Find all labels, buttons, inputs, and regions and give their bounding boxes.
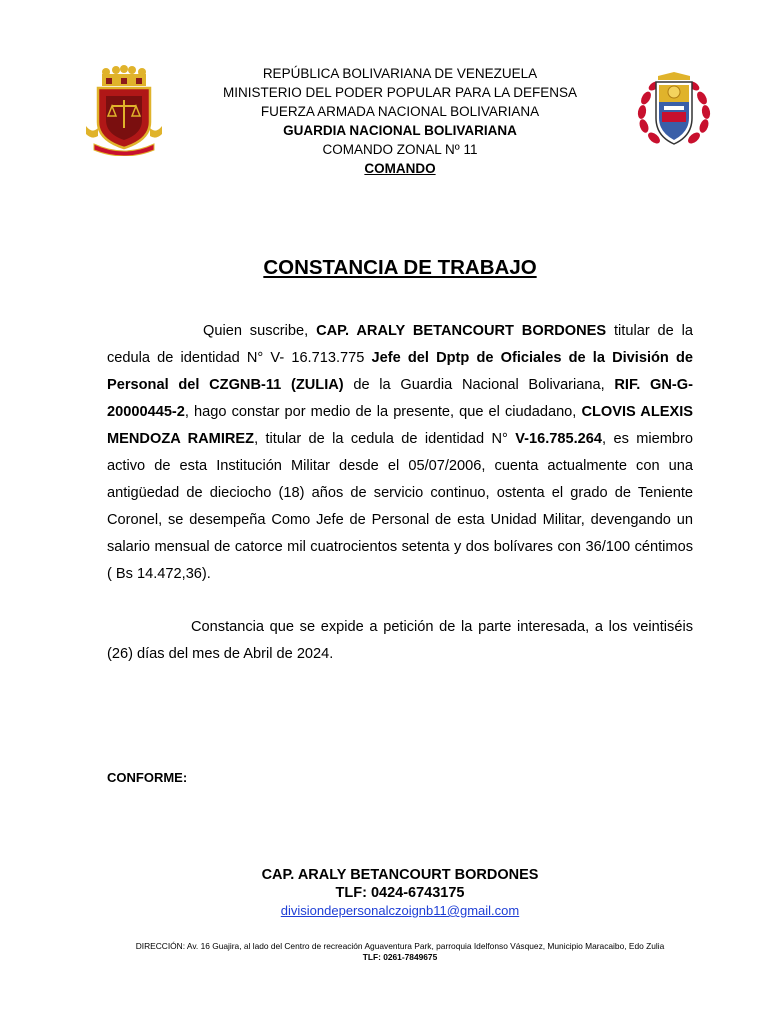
header-zonal-command: COMANDO ZONAL Nº 11 <box>322 142 478 157</box>
employee-name-bold: CLOVIS ALEXIS MENDOZA RAMIREZ <box>107 404 693 447</box>
document-title: CONSTANCIA DE TRABAJO <box>263 256 537 279</box>
text-segment: Quien suscribe, <box>203 323 317 339</box>
signer-name-bold: CAP. ARALY BETANCOURT BORDONES <box>316 323 607 339</box>
signature-phone: TLF: 0424-6743175 <box>335 885 465 901</box>
text-segment: , titular de la cedula de identidad N° <box>254 431 516 447</box>
guardia-nacional-emblem-icon <box>634 68 714 154</box>
coat-of-arms-icon <box>84 64 164 156</box>
employee-id-bold: V-16.785.264 <box>515 431 603 447</box>
rif-bold: RIF. GN-G-20000445-2 <box>107 377 693 420</box>
text-segment: , hago constar por medio de la presente, que el ciudadano, <box>184 404 582 420</box>
footer-address: DIRECCIÓN: Av. 16 Guajira, al lado del Centro de recreación Aguaventura Park, parroquia Idelfonso Vásquez, Municipio Maracaibo, Edo Zulia <box>135 941 665 951</box>
conforme-label: CONFORME: <box>107 770 188 785</box>
signature-block <box>180 866 620 920</box>
signer-position-bold: Jefe del Dptp de Oficiales de la División de Personal del CZGNB-11 (ZULIA) <box>107 350 694 393</box>
header-command: COMANDO <box>364 161 436 176</box>
text-segment: titular de la cedula de identidad N° V- 16.713.775 <box>107 323 693 366</box>
header-armed-force: FUERZA ARMADA NACIONAL BOLIVARIANA <box>260 104 540 119</box>
footer-phone: TLF: 0261-7849675 <box>362 952 438 962</box>
closing-paragraph <box>107 614 693 668</box>
closing-text: Constancia que se expide a petición de la parte interesada, a los veintiséis (26) días del mes de Abril de 2024. <box>107 619 693 662</box>
text-segment: de la Guardia Nacional Bolivariana, <box>343 377 615 393</box>
header-ministry: MINISTERIO DEL PODER POPULAR PARA LA DEFENSA <box>222 85 578 100</box>
signature-name: CAP. ARALY BETANCOURT BORDONES <box>261 867 539 883</box>
text-segment: , es miembro activo de esta Institución Militar desde el 05/07/2006, cuenta actualmente con una antigüedad de dieciocho (18) años de servicio continuo, ostenta el grado de Teniente Coronel, se desempeña Como Jefe de Personal de esta Unidad Militar, devengando un salario mensual de catorce mil cuatrocientos setenta y dos bolívares con 36/100 céntimos ( Bs 14.472,36). <box>107 431 693 582</box>
header-country: REPÚBLICA BOLIVARIANA DE VENEZUELA <box>262 66 538 81</box>
footer <box>60 941 740 963</box>
letterhead <box>180 64 620 178</box>
certificate-paragraph <box>107 318 693 588</box>
signature-email-link[interactable]: divisiondepersonalczoignb11@gmail.com <box>280 903 520 918</box>
header-guard: GUARDIA NACIONAL BOLIVARIANA <box>283 123 517 138</box>
